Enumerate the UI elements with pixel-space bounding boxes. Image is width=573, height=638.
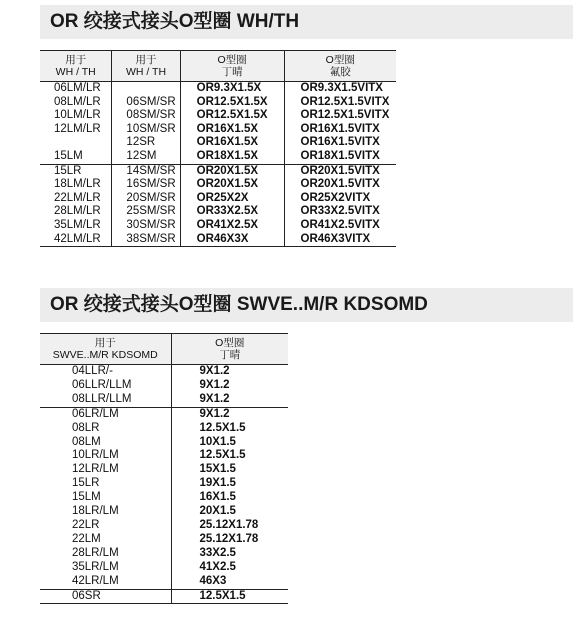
table-cell: 06LR/LM xyxy=(72,407,119,420)
table-cell: 28LR/LM xyxy=(72,546,119,559)
table-row xyxy=(40,136,396,150)
table-cell: 15X1.5 xyxy=(171,463,288,477)
table-cell: OR12.5X1.5VITX xyxy=(284,96,396,110)
table-cell xyxy=(112,82,180,96)
header-line-1: 用于 xyxy=(94,337,116,349)
section-title-swve-kdsomd: OR 绞接式接头O型圈 SWVE..M/R KDSOMD xyxy=(40,288,573,322)
table-row xyxy=(40,205,396,219)
table-cell: 15LR xyxy=(72,477,100,490)
header-line-2: 氟胶 xyxy=(329,66,351,78)
table-cell: 12.5X1.5 xyxy=(171,449,288,463)
table-cell: 33X2.5 xyxy=(171,547,288,561)
table-row xyxy=(40,365,288,379)
table-row xyxy=(40,192,396,206)
table-cell: 16SM/SR xyxy=(112,178,180,192)
table-row xyxy=(40,449,288,463)
table-cell: 9X1.2 xyxy=(171,407,288,421)
table-cell: 12.5X1.5 xyxy=(171,589,288,604)
table-cell: 08LLR/LLM xyxy=(40,393,171,407)
table-row xyxy=(40,407,288,421)
table-cell: OR9.3X1.5VITX xyxy=(284,82,396,96)
table-cell: OR12.5X1.5VITX xyxy=(284,109,396,123)
table-cell: 15LR xyxy=(54,164,82,177)
table-row xyxy=(40,150,396,164)
table-row xyxy=(40,519,288,533)
table-cell: 06SR xyxy=(40,589,171,604)
table-row xyxy=(40,422,288,436)
table-cell: 08LR xyxy=(72,421,100,434)
table-cell: 06LM/LR xyxy=(54,82,101,94)
table-cell: 35LR/LM xyxy=(72,560,119,573)
table-cell: OR20X1.5X xyxy=(180,178,284,192)
table-cell: 12LM/LR xyxy=(54,122,101,135)
table-cell: OR33X2.5VITX xyxy=(284,205,396,219)
table-cell: 16X1.5 xyxy=(171,491,288,505)
table-cell: 9X1.2 xyxy=(171,393,288,407)
table-cell: 10LR/LM xyxy=(72,449,119,462)
table-cell: 25.12X1.78 xyxy=(171,533,288,547)
table-row xyxy=(40,123,396,137)
section-title-wh-th: OR 绞接式接头O型圈 WH/TH xyxy=(40,5,573,39)
table-cell: OR16X1.5VITX xyxy=(284,123,396,137)
table-row xyxy=(40,109,396,123)
table-row xyxy=(40,96,396,110)
table-cell: OR12.5X1.5X xyxy=(180,109,284,123)
header-line-1: 用于 xyxy=(135,54,157,66)
table-cell: 12SM xyxy=(112,150,180,164)
table-cell: 06LLR/LLM xyxy=(72,378,132,391)
table-cell: OR46X3VITX xyxy=(284,233,396,247)
table-cell: 14SM/SR xyxy=(112,164,180,178)
table-cell: OR16X1.5X xyxy=(180,123,284,137)
table-row xyxy=(40,379,288,393)
header-line-2: 丁晴 xyxy=(219,349,241,361)
table-row xyxy=(40,491,288,505)
oring-table-swve-kdsomd xyxy=(40,333,288,604)
table-cell xyxy=(40,136,112,150)
table-row xyxy=(40,82,396,96)
table-cell: 38SM/SR xyxy=(112,233,180,247)
table-cell: 41X2.5 xyxy=(171,561,288,575)
table-cell: 12.5X1.5 xyxy=(171,422,288,436)
header-line-1: O型圈 xyxy=(217,54,247,66)
table-cell: 19X1.5 xyxy=(171,477,288,491)
table-cell: OR20X1.5VITX xyxy=(284,164,396,178)
column-header-wh-th-1 xyxy=(40,51,112,82)
table-row xyxy=(40,219,396,233)
table-row xyxy=(40,463,288,477)
table-row xyxy=(40,505,288,519)
header-line-2: WH / TH xyxy=(55,66,96,78)
table-row xyxy=(40,589,288,604)
table-cell: OR18X1.5X xyxy=(180,150,284,164)
column-header-wh-th-2 xyxy=(112,51,180,82)
table-header-row xyxy=(40,334,288,365)
header-line-2: SWVE..M/R KDSOMD xyxy=(52,349,158,361)
table-row xyxy=(40,561,288,575)
table-row xyxy=(40,436,288,450)
table-cell: OR18X1.5VITX xyxy=(284,150,396,164)
table-cell: OR46X3X xyxy=(180,233,284,247)
table-cell: 42LR/LM xyxy=(40,575,171,589)
table-cell: 42LM/LR xyxy=(40,233,112,247)
table-cell: OR9.3X1.5X xyxy=(180,82,284,96)
table-cell: 08SM/SR xyxy=(112,109,180,123)
table-header-row xyxy=(40,51,396,82)
table-cell: OR25X2VITX xyxy=(284,192,396,206)
table-cell: 18LR/LM xyxy=(72,505,119,518)
table-cell: OR20X1.5VITX xyxy=(284,178,396,192)
table-row xyxy=(40,233,396,247)
table-row xyxy=(40,393,288,407)
table-cell: OR16X1.5X xyxy=(180,136,284,150)
table-cell: 15LM xyxy=(40,150,112,164)
table-row xyxy=(40,178,396,192)
table-cell: 06SM/SR xyxy=(112,96,180,110)
header-line-1: O型圈 xyxy=(325,54,355,66)
table-cell: 25SM/SR xyxy=(112,205,180,219)
table-cell: 25.12X1.78 xyxy=(171,519,288,533)
table-cell: 10LM/LR xyxy=(54,109,101,122)
table-cell: 9X1.2 xyxy=(171,365,288,379)
table-cell: OR16X1.5VITX xyxy=(284,136,396,150)
table-cell: 12LR/LM xyxy=(72,463,119,476)
table-cell: 18LM/LR xyxy=(54,178,101,191)
table-cell: 22LR xyxy=(72,518,100,531)
table-cell: 08LM xyxy=(72,435,101,448)
table-cell: OR41X2.5X xyxy=(180,219,284,233)
table-cell: 15LM xyxy=(72,491,101,504)
header-line-2: 丁晴 xyxy=(221,66,243,78)
header-line-1: O型圈 xyxy=(215,337,245,349)
column-header-oring-nbr xyxy=(171,334,288,365)
table-cell: 30SM/SR xyxy=(112,219,180,233)
column-header-swve xyxy=(40,334,171,365)
table-cell: 10SM/SR xyxy=(112,123,180,137)
table-cell: 22LM/LR xyxy=(54,191,101,204)
table-row xyxy=(40,533,288,547)
header-line-1: 用于 xyxy=(65,54,87,66)
table-cell: 35LM/LR xyxy=(54,218,101,231)
table-cell: OR20X1.5X xyxy=(180,164,284,178)
header-line-2: WH / TH xyxy=(126,66,167,78)
table-cell: 20SM/SR xyxy=(112,192,180,206)
table-row xyxy=(40,164,396,178)
table-cell: 20X1.5 xyxy=(171,505,288,519)
table-cell: 08LM/LR xyxy=(54,95,101,108)
table-row xyxy=(40,547,288,561)
table-cell: 9X1.2 xyxy=(171,379,288,393)
table-cell: 10X1.5 xyxy=(171,436,288,450)
table-cell: OR33X2.5X xyxy=(180,205,284,219)
table-cell: 22LM xyxy=(72,532,101,545)
table-row xyxy=(40,477,288,491)
table-row xyxy=(40,575,288,589)
column-header-oring-fkm xyxy=(284,51,396,82)
table-cell: 28LM/LR xyxy=(54,205,101,218)
table-cell: OR12.5X1.5X xyxy=(180,96,284,110)
oring-table-wh-th xyxy=(40,50,396,247)
table-cell: OR25X2X xyxy=(180,192,284,206)
table-cell: 46X3 xyxy=(171,575,288,589)
table-cell: OR41X2.5VITX xyxy=(284,219,396,233)
column-header-oring-nbr xyxy=(180,51,284,82)
table-cell: 04LLR/- xyxy=(72,365,113,377)
table-cell: 12SR xyxy=(112,136,180,150)
